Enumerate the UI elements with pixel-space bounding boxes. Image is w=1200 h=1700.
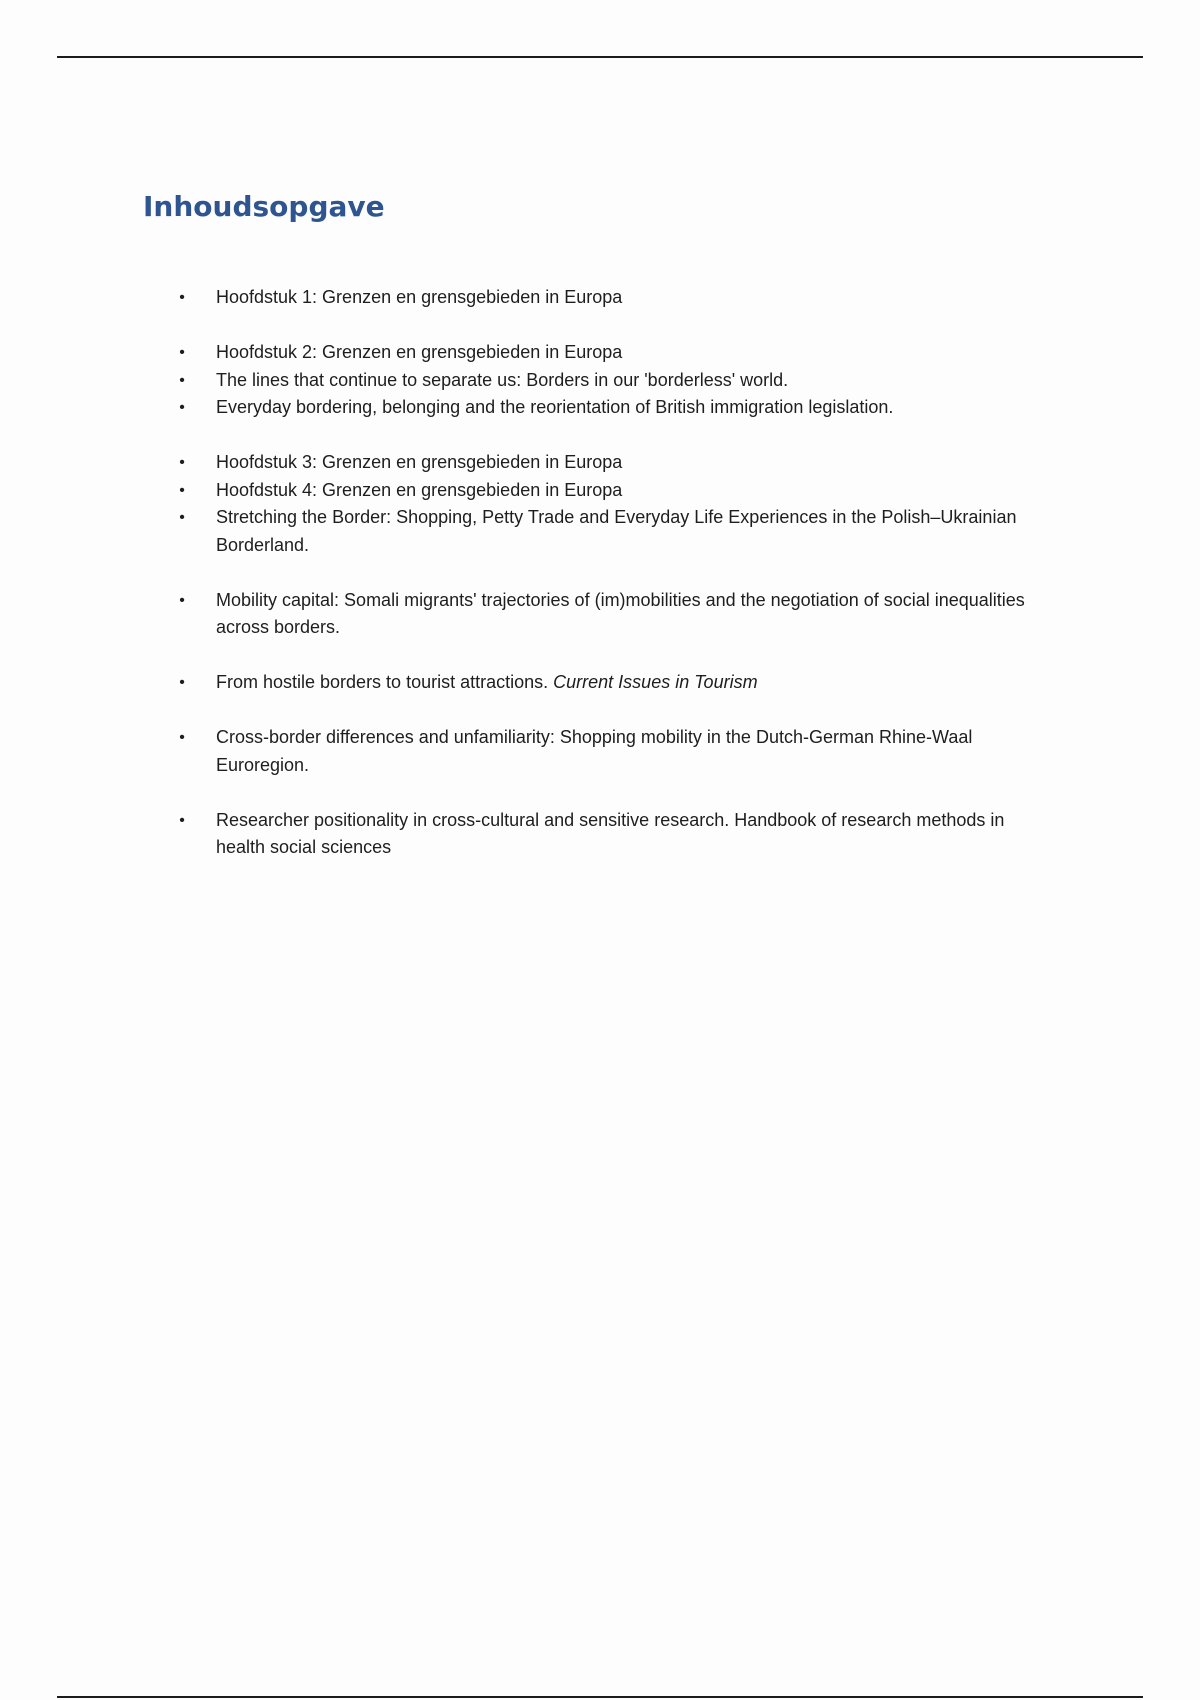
list-item-text: Stretching the Border: Shopping, Petty Trade and Everyday Life Experiences in the Polish–Ukrainian Borderland. [216,507,1017,555]
list-item-text: Hoofdstuk 4: Grenzen en grensgebieden in Europa [216,479,623,500]
list-item-text: Everyday bordering, belonging and the reorientation of British immigration legislation. [216,397,894,417]
bullet-icon: • [179,481,185,499]
bullet-icon: • [179,344,185,361]
bullet-icon: • [179,811,185,829]
bullet-icon: • [179,674,185,691]
toc-group [0,587,1200,642]
bullet-icon: • [179,509,185,526]
list-item [0,724,1046,779]
page-footer-rule [57,1696,1143,1698]
list-item [0,394,1046,422]
list-item-text: Researcher positionality in cross-cultural and sensitive research. Handbook of research methods in health social sciences [216,809,1005,857]
page-title: Inhoudsopgave [143,190,385,223]
list-item [0,367,1046,395]
bullet-icon: • [179,371,185,389]
bullet-icon: • [179,454,185,471]
list-item [0,807,1046,862]
toc-group [0,449,1200,559]
list-item [0,449,1046,477]
list-item-text: Mobility capital: Somali migrants' trajectories of (im)mobilities and the negotiation of social inequalities across borders. [216,589,1025,637]
toc-group [0,807,1200,862]
list-item-text: Hoofdstuk 3: Grenzen en grensgebieden in Europa [216,452,623,472]
list-item-text: Hoofdstuk 1: Grenzen en grensgebieden in Europa [216,287,623,307]
bullet-icon: • [179,591,185,609]
list-item [0,587,1046,642]
toc-group [0,724,1200,779]
list-item-text: The lines that continue to separate us: Borders in our 'borderless' world. [216,369,789,390]
list-item-text: Cross-border differences and unfamiliarity: Shopping mobility in the Dutch-German Rhine-Waal Euroregion. [216,727,973,775]
page-header-rule [57,56,1143,58]
toc-group [0,284,1200,312]
list-item-text: From hostile borders to tourist attractions. [216,672,549,692]
list-item [0,504,1046,559]
list-item [0,339,1046,367]
list-item [0,477,1046,505]
bullet-icon: • [179,729,185,746]
list-item-journal: Current Issues in Tourism [553,672,758,692]
toc-group [0,669,1200,697]
list-item [0,284,1046,312]
toc-group [0,339,1200,422]
list-item [0,669,1046,697]
list-item-text: Hoofdstuk 2: Grenzen en grensgebieden in Europa [216,342,623,362]
table-of-contents [0,284,1200,889]
bullet-icon: • [179,289,185,306]
bullet-icon: • [179,399,185,416]
